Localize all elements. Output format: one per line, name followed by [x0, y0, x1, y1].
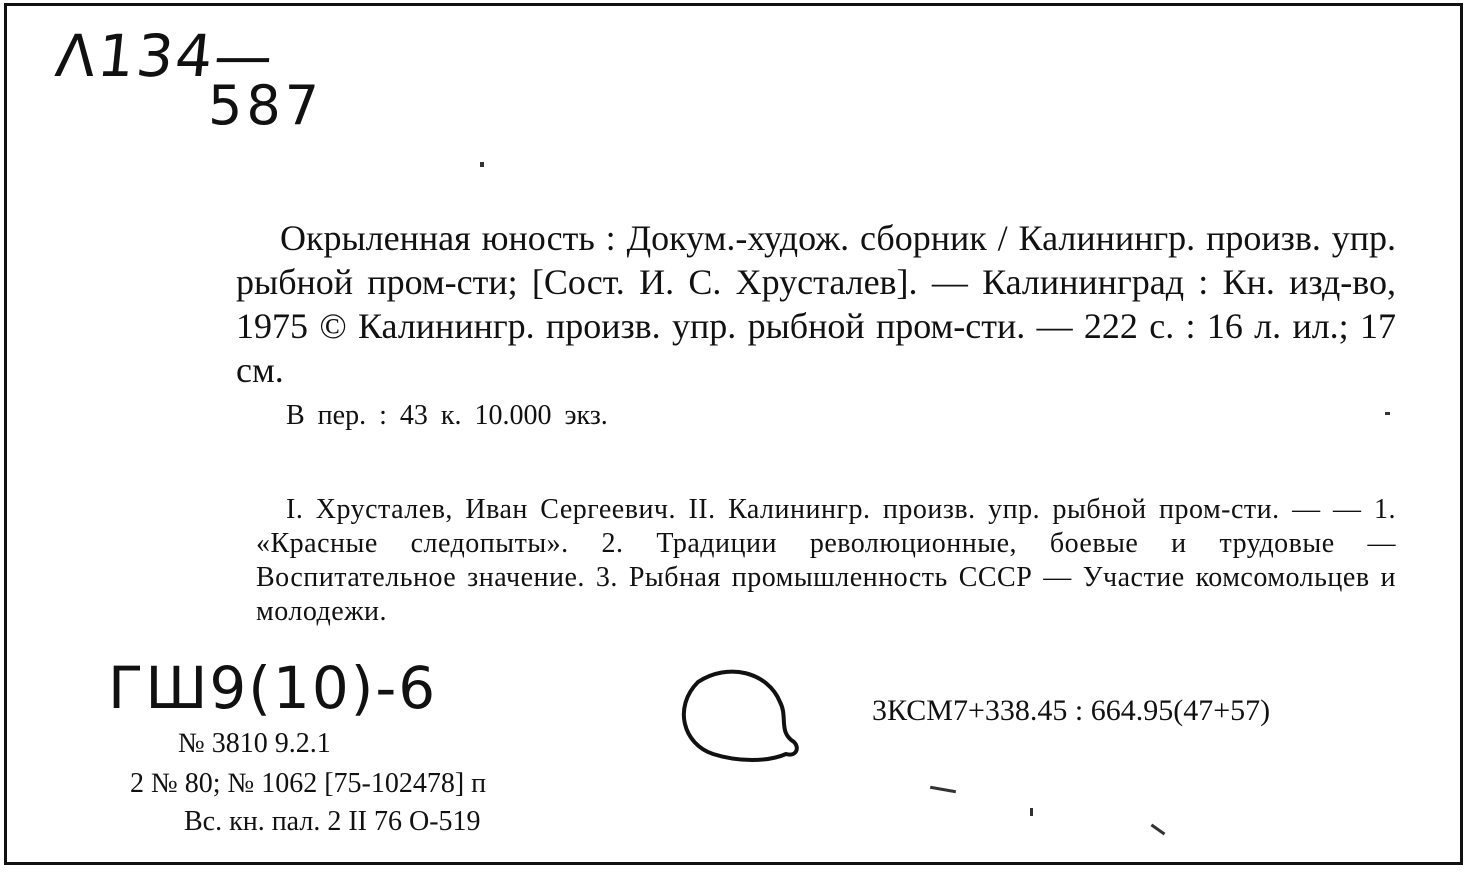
main-entry	[236, 216, 1396, 392]
card-number: № 3810 9.2.1	[178, 728, 331, 759]
speck	[1385, 412, 1390, 415]
order-numbers: 2 № 80; № 1062 [75-102478] п	[130, 768, 487, 799]
call-number-bottom: 587	[208, 74, 324, 137]
stamp-outline-mark	[668, 662, 818, 772]
book-chamber-number: Вс. кн. пал. 2 II 76 О-519	[184, 806, 481, 837]
classification-index: 3КСМ7+338.45 : 664.95(47+57)	[872, 694, 1271, 727]
price-line: В пер. : 43 к. 10.000 экз.	[286, 400, 608, 431]
speck	[1030, 808, 1033, 816]
shelf-mark: ГШ9(10)-6	[108, 654, 438, 722]
call-number-top: Λ134—	[52, 22, 278, 90]
tracings-text: I. Хрусталев, Иван Сергеевич. II. Калинингр. произв. упр. рыбной пром-сти. — — 1. «Красные следопыты». 2. Традиции революционные, боевые и трудовые — Воспитательное значение. 3. Рыбная промышленность СССР — Участие комсомольцев и молодежи.	[256, 494, 1396, 627]
speck	[480, 162, 484, 167]
tracings	[256, 493, 1396, 629]
main-entry-text: Окрыленная юность : Докум.-худож. сборник / Калинингр. произв. упр. рыбной пром-сти; [Сост. И. С. Хрусталев]. — Калининград : Кн. изд-во, 1975 © Калинингр. произв. упр. рыбной пром-сти. — 222 с. : 16 л. ил.; 17 см.	[236, 218, 1396, 390]
